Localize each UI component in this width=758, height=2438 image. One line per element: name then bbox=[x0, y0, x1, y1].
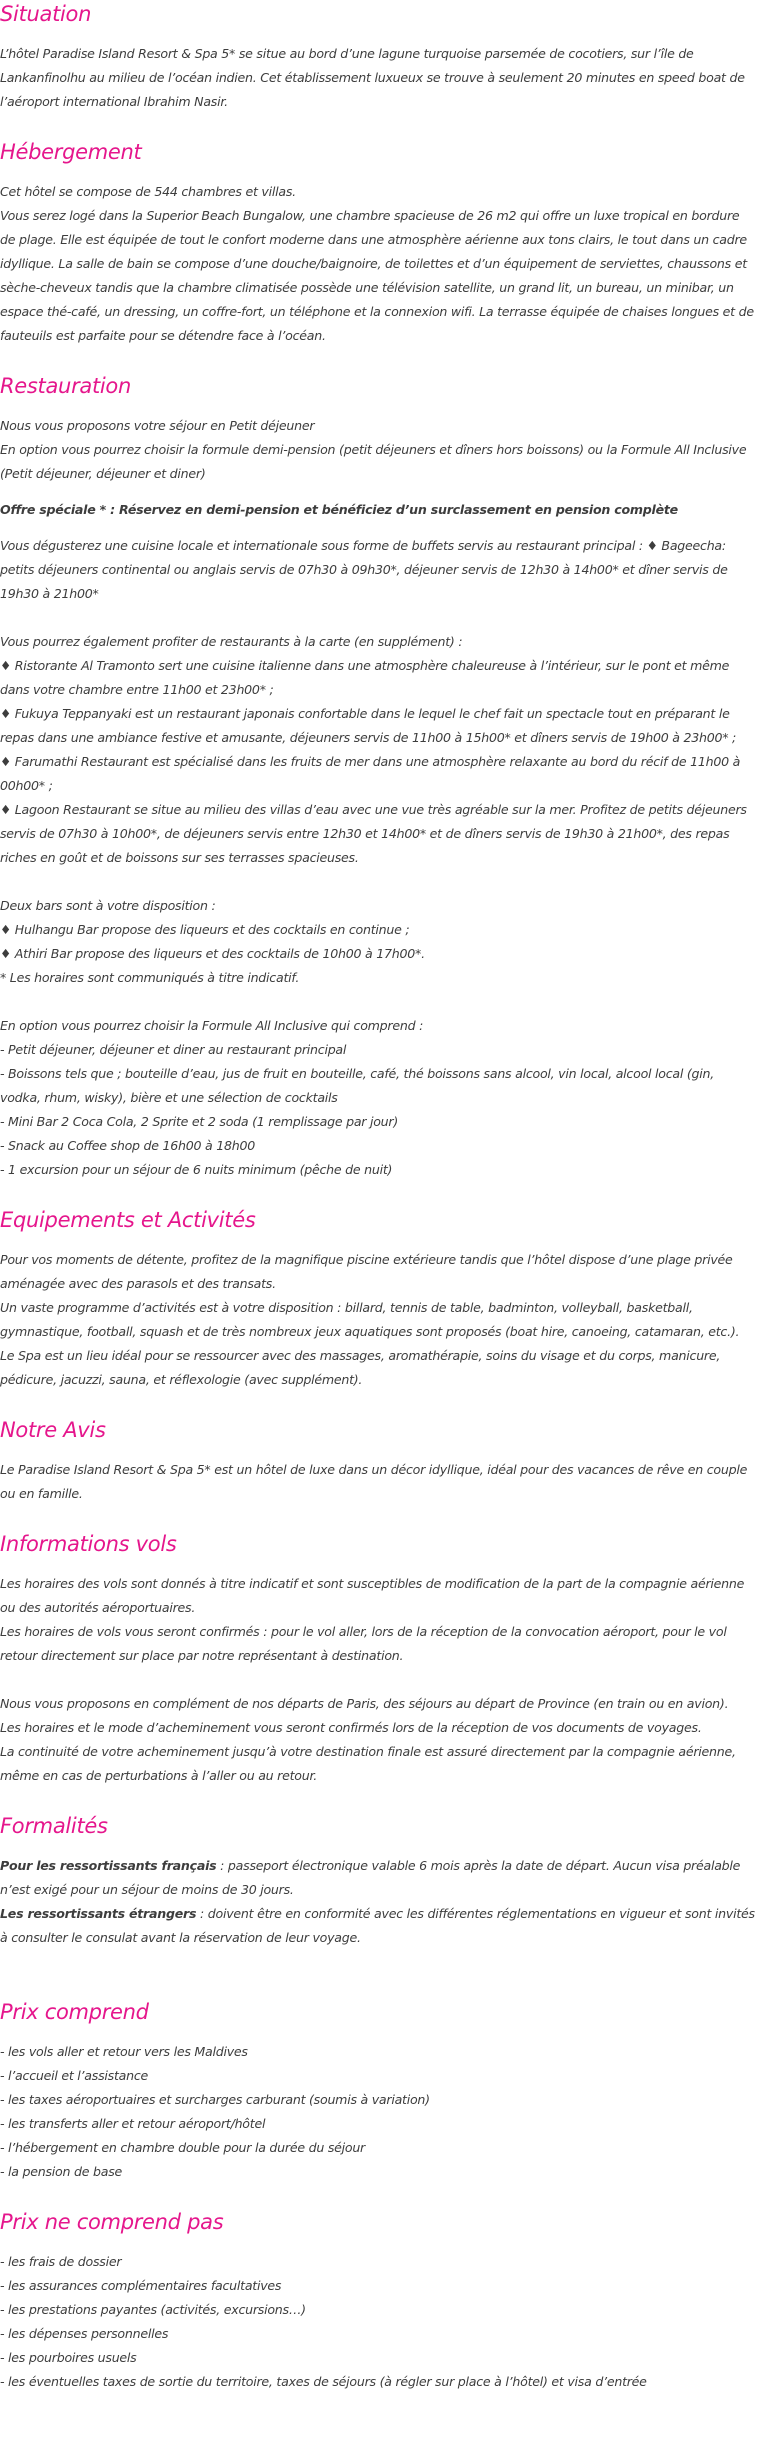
section-hebergement bbox=[0, 138, 758, 348]
restauration-intro: En option vous pourrez choisir la formule demi-pension (petit déjeuners et dîners hors boissons) ou la Formule All Inclusive (Petit déjeuner, déjeuner et diner) bbox=[0, 442, 747, 481]
carte-intro: Vous pourrez également profiter de restaurants à la carte (en supplément) : bbox=[0, 634, 463, 649]
section-title-hebergement: Hébergement bbox=[0, 140, 142, 164]
list-item: - les éventuelles taxes de sortie du territoire, taxes de séjours (à régler sur place à l’hôtel) et visa d’entrée bbox=[0, 2374, 647, 2389]
equipements-line: Le Spa est un lieu idéal pour se ressourcer avec des massages, aromathérapie, soins du visage et du corps, manicure, pédicure, jacuzzi, sauna, et réflexologie (avec supplément). bbox=[0, 1348, 721, 1387]
vols-line: La continuité de votre acheminement jusqu’à votre destination finale est assuré directement par la compagnie aérienne, même en cas de perturbations à l’aller ou au retour. bbox=[0, 1744, 736, 1783]
section-prix-ne-comprend-pas bbox=[0, 2208, 758, 2394]
list-item: - les assurances complémentaires facultatives bbox=[0, 2278, 282, 2293]
bar-item: ♦ Hulhangu Bar propose des liqueurs et des cocktails en continue ; bbox=[0, 922, 410, 937]
section-situation bbox=[0, 0, 758, 114]
section-restauration bbox=[0, 372, 758, 1182]
section-avis bbox=[0, 1416, 758, 1506]
formalites-francais-label: Pour les ressortissants français bbox=[0, 1858, 217, 1873]
list-item: - les taxes aéroportuaires et surcharges carburant (soumis à variation) bbox=[0, 2092, 430, 2107]
equipements-line: Pour vos moments de détente, profitez de la magnifique piscine extérieure tandis que l’hôtel dispose d’une plage privée aménagée avec des parasols et des transats. bbox=[0, 1252, 733, 1291]
list-item: - les frais de dossier bbox=[0, 2254, 122, 2269]
vols-line: Les horaires et le mode d’acheminement vous seront confirmés lors de la réception de vos documents de voyages. bbox=[0, 1720, 702, 1735]
section-title-equipements: Equipements et Activités bbox=[0, 1208, 256, 1232]
situation-text: L’hôtel Paradise Island Resort & Spa 5* se situe au bord d’une lagune turquoise parsemée de cocotiers, sur l’île de Lankanfinolhu au milieu de l’océan indien. Cet établissement luxueux se trouve à seulement 20 minutes en speed boat de l’aéroport international Ibrahim Nasir. bbox=[0, 46, 745, 109]
list-item: - les vols aller et retour vers les Maldives bbox=[0, 2044, 248, 2059]
restaurant-item: ♦ Fukuya Teppanyaki est un restaurant japonais confortable dans le lequel le chef fait un spectacle tout en préparant le repas dans une ambiance festive et amusante, déjeuners servis de 11h00 à 15h00* et dîners servis de 19h00 à 23h00* ; bbox=[0, 706, 737, 745]
section-title-vols: Informations vols bbox=[0, 1532, 177, 1556]
hebergement-line: Cet hôtel se compose de 544 chambres et villas. bbox=[0, 184, 296, 199]
section-title-restauration: Restauration bbox=[0, 374, 131, 398]
restauration-intro: Nous vous proposons votre séjour en Petit déjeuner bbox=[0, 418, 315, 433]
formalites-etrangers-label: Les ressortissants étrangers bbox=[0, 1906, 197, 1921]
list-item: - l’accueil et l’assistance bbox=[0, 2068, 148, 2083]
restaurant-item: ♦ Lagoon Restaurant se situe au milieu des villas d’eau avec une vue très agréable sur la mer. Profitez de petits déjeuners servis de 07h30 à 10h00*, de déjeuners servis entre 12h30 et 14h00* et de dîners servis de 19h30 à 21h00*, des repas riches en goût et de boissons sur ses terrasses spacieuses. bbox=[0, 802, 747, 865]
section-formalites bbox=[0, 1812, 758, 1950]
list-item: - les dépenses personnelles bbox=[0, 2326, 169, 2341]
avis-text: Le Paradise Island Resort & Spa 5* est un hôtel de luxe dans un décor idyllique, idéal pour des vacances de rêve en couple ou en famille. bbox=[0, 1462, 748, 1501]
prix-comprend-list bbox=[0, 2040, 758, 2184]
section-title-prix-comprend: Prix comprend bbox=[0, 2000, 149, 2024]
equipements-line: Un vaste programme d’activités est à votre disposition : billard, tennis de table, badminton, volleyball, basketball, gymnastique, football, squash et de très nombreux jeux aquatiques sont proposés (boat hire, canoeing, catamaran, etc.). bbox=[0, 1300, 740, 1339]
hebergement-line: Vous serez logé dans la Superior Beach Bungalow, une chambre spacieuse de 26 m2 qui offre un luxe tropical en bordure de plage. Elle est équipée de tout le confort moderne dans une atmosphère aérienne aux tons clairs, le tout dans un cadre idyllique. La salle de bain se compose d’une douche/baignoire, de toilettes et d’un équipement de serviettes, chaussons et sèche-cheveux tandis que la chambre climatisée possède une télévision satellite, un grand lit, un bureau, un minibar, un espace thé-café, un dressing, un coffre-fort, un téléphone et la connexion wifi. La terrasse équipée de chaises longues et de fauteuils est parfaite pour se détendre face à l’océan. bbox=[0, 208, 754, 343]
vols-line: Les horaires des vols sont donnés à titre indicatif et sont susceptibles de modification de la part de la compagnie aérienne ou des autorités aéroportuaires. bbox=[0, 1576, 745, 1615]
section-prix-comprend bbox=[0, 1998, 758, 2184]
bars-intro: Deux bars sont à votre disposition : bbox=[0, 898, 216, 913]
formalites-etrangers bbox=[0, 1902, 758, 1950]
section-vols bbox=[0, 1530, 758, 1788]
bar-item: ♦ Athiri Bar propose des liqueurs et des cocktails de 10h00 à 17h00*. bbox=[0, 946, 425, 961]
vols-line: Nous vous proposons en complément de nos départs de Paris, des séjours au départ de Province (en train ou en avion). bbox=[0, 1696, 729, 1711]
buffet-text: Vous dégusterez une cuisine locale et internationale sous forme de buffets servis au restaurant principal : ♦ Bageecha: petits déjeuners continental ou anglais servis de 07h30 à 09h30*, déjeuner servis de 12h30 à 14h00* et dîner servis de 19h30 à 21h00* bbox=[0, 538, 728, 601]
section-equipements bbox=[0, 1206, 758, 1392]
vols-line: Les horaires de vols vous seront confirmés : pour le vol aller, lors de la réception de la convocation aéroport, pour le vol retour directement sur place par notre représentant à destination. bbox=[0, 1624, 727, 1663]
formalites-francais bbox=[0, 1854, 758, 1902]
formalites-etrangers-text: : doivent être en conformité avec les différentes réglementations en vigueur et sont invités à consulter le consulat avant la réservation de leur voyage. bbox=[0, 1906, 755, 1945]
section-title-situation: Situation bbox=[0, 2, 92, 26]
all-inclusive-item: - Boissons tels que ; bouteille d’eau, jus de fruit en bouteille, café, thé boissons sans alcool, vin local, alcool local (gin, vodka, rhum, wisky), bière et une sélection de cocktails bbox=[0, 1066, 715, 1105]
all-inclusive-item: - 1 excursion pour un séjour de 6 nuits minimum (pêche de nuit) bbox=[0, 1162, 393, 1177]
prix-ne-comprend-pas-list bbox=[0, 2250, 758, 2394]
restaurant-item: ♦ Farumathi Restaurant est spécialisé dans les fruits de mer dans une atmosphère relaxante au bord du récif de 11h00 à 00h00* ; bbox=[0, 754, 741, 793]
bar-note: * Les horaires sont communiqués à titre indicatif. bbox=[0, 970, 300, 985]
all-inclusive-item: - Petit déjeuner, déjeuner et diner au restaurant principal bbox=[0, 1042, 347, 1057]
section-title-prix-ne-comprend-pas: Prix ne comprend pas bbox=[0, 2210, 224, 2234]
section-title-avis: Notre Avis bbox=[0, 1418, 106, 1442]
special-offer: Offre spéciale * : Réservez en demi-pension et bénéficiez d’un surclassement en pension complète bbox=[0, 502, 678, 517]
all-inclusive-item: - Mini Bar 2 Coca Cola, 2 Sprite et 2 soda (1 remplissage par jour) bbox=[0, 1114, 398, 1129]
list-item: - les pourboires usuels bbox=[0, 2350, 137, 2365]
formalites-francais-text: : passeport électronique valable 6 mois après la date de départ. Aucun visa préalable n’est exigé pour un séjour de moins de 30 jours. bbox=[0, 1858, 741, 1897]
list-item: - les transferts aller et retour aéroport/hôtel bbox=[0, 2116, 266, 2131]
section-title-formalites: Formalités bbox=[0, 1814, 108, 1838]
list-item: - la pension de base bbox=[0, 2164, 123, 2179]
list-item: - l’hébergement en chambre double pour la durée du séjour bbox=[0, 2140, 365, 2155]
all-inclusive-item: - Snack au Coffee shop de 16h00 à 18h00 bbox=[0, 1138, 256, 1153]
restaurant-item: ♦ Ristorante Al Tramonto sert une cuisine italienne dans une atmosphère chaleureuse à l’intérieur, sur le pont et même dans votre chambre entre 11h00 et 23h00* ; bbox=[0, 658, 730, 697]
all-inclusive-intro: En option vous pourrez choisir la Formule All Inclusive qui comprend : bbox=[0, 1018, 424, 1033]
list-item: - les prestations payantes (activités, excursions…) bbox=[0, 2302, 306, 2317]
